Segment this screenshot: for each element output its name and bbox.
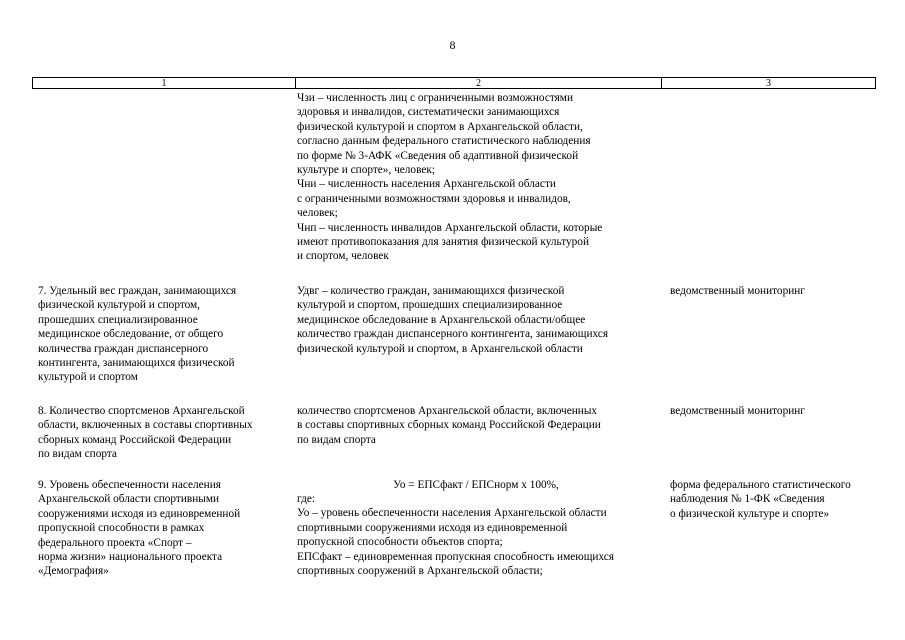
page-number: 8 (449, 38, 456, 52)
row-9-formula: Уо = ЕПСфакт / ЕПСнорм х 100%, (393, 479, 559, 491)
continuation-definitions: Чзи – численность лиц с ограниченными возможностями здоровья и инвалидов, систематически занимающихся физической культурой и спортом в Архангельской области, согласно данным федерального статистического наблюдения по форме № 3-АФК «Сведения об адаптивной физической культуре и спорте», человек; Чни – численность населения Архангельской области с ограниченными возможностями здоровья и инвалидов, человек; Чнп – численность инвалидов Архангельской области, которые имеют противопоказания для занятия физической культурой и спортом, человек (297, 92, 603, 263)
column-header-1: 1 (33, 78, 296, 88)
row-8-indicator: 8. Количество спортсменов Архангельской области, включенных в составы спортивных сборных команд Российской Федерации по видам спорта (38, 405, 253, 461)
table-column-header (32, 77, 876, 89)
row-9-source: форма федерального статистического наблюдения № 1-ФК «Сведения о физической культуре и спорте» (670, 479, 851, 520)
row-7-source: ведомственный мониторинг (670, 285, 805, 297)
column-header-2: 2 (296, 78, 662, 88)
column-header-3: 3 (766, 78, 771, 89)
row-9-method: где: Уо – уровень обеспеченности населения Архангельской области спортивными сооружениями исходя из единовременной пропускной способности объектов спорта; ЕПСфакт – единовременная пропускная способность имеющихся спортивных сооружений в Архангельской области; (297, 493, 614, 578)
row-8-method: количество спортсменов Архангельской области, включенных в составы спортивных сборных команд Российской Федерации по видам спорта (297, 405, 601, 446)
row-8-source: ведомственный мониторинг (670, 405, 805, 417)
row-7-method: Удвг – количество граждан, занимающихся физической культурой и спортом, прошедших специализированное медицинское обследование в Архангельской области/общее количество граждан диспансерного контингента, занимающихся физической культурой и спортом, в Архангельской области (297, 285, 609, 355)
row-7-indicator: 7. Удельный вес граждан, занимающихся физической культурой и спортом, прошедших специализированное медицинское обследование, от общего количества граждан диспансерного контингента, занимающихся физической культурой и спортом (38, 285, 237, 384)
row-9-indicator: 9. Уровень обеспеченности населения Архангельской области спортивными сооружениями исходя из единовременной пропускной способности в рамках федерального проекта «Спорт – норма жизни» национального проекта «Демография» (38, 479, 241, 578)
